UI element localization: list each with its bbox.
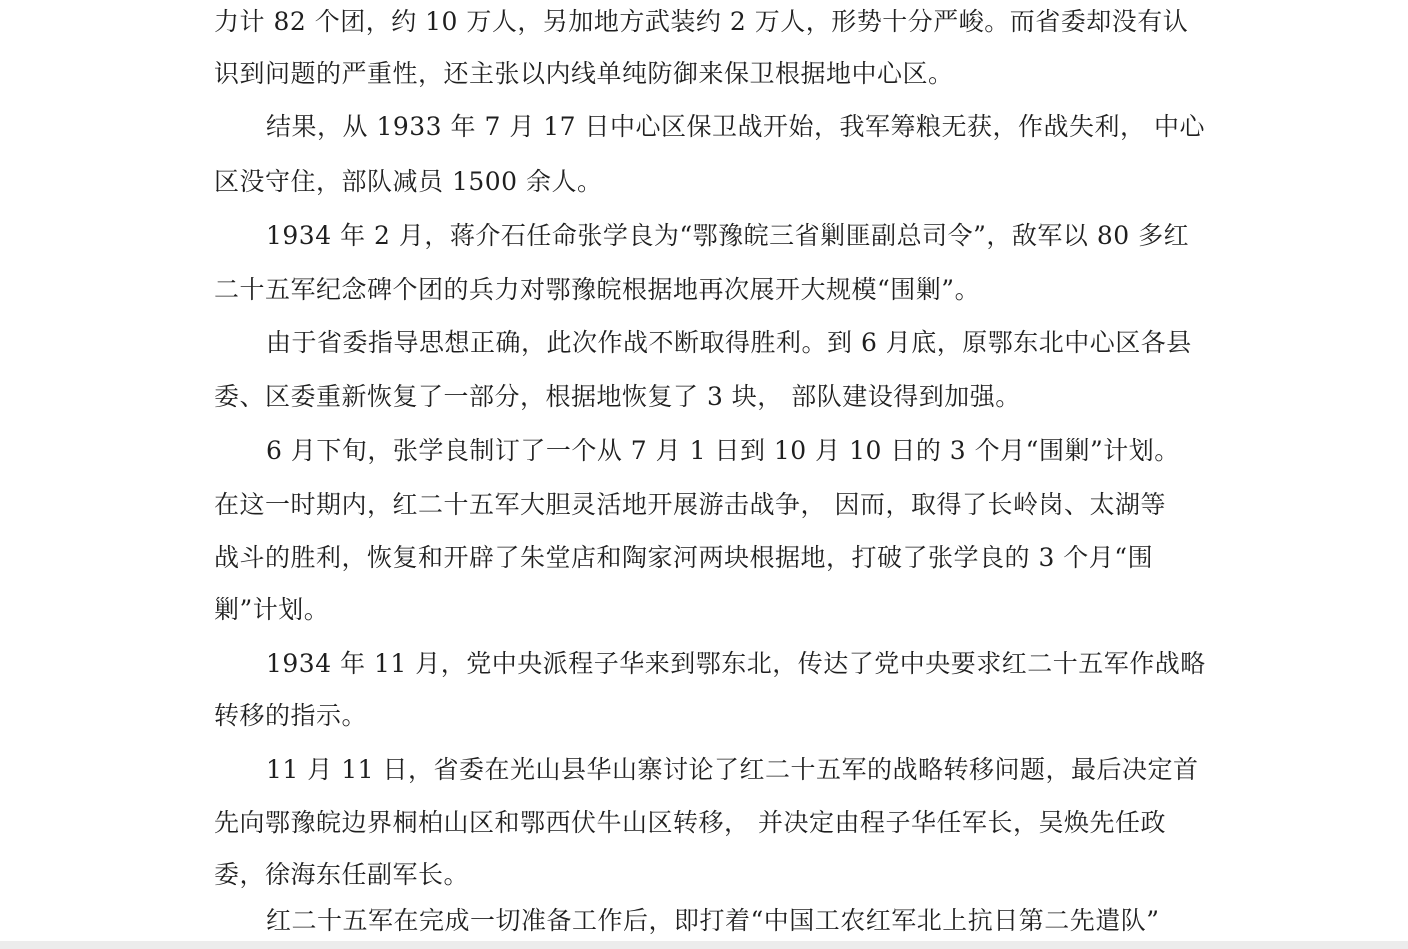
text-line: 委，徐海东任副军长。: [214, 860, 470, 889]
text-line: 6 月下旬，张学良制订了一个从 7 月 1 日到 10 月 10 日的 3 个月“围剿”计划。: [266, 436, 1180, 465]
text-line: 力计 82 个团，约 10 万人，另加地方武装约 2 万人，形势十分严峻。而省委却没有认: [214, 7, 1189, 36]
text-line: 识到问题的严重性，还主张以内线单纯防御来保卫根据地中心区。: [214, 59, 954, 88]
text-line: 转移的指示。: [214, 701, 368, 730]
text-line: 在这一时期内，红二十五军大胆灵活地开展游击战争， 因而，取得了长岭岗、太湖等: [214, 490, 1166, 519]
text-line: 11 月 11 日，省委在光山县华山寨讨论了红二十五军的战略转移问题，最后决定首: [266, 755, 1199, 784]
text-line: 剿”计划。: [214, 595, 330, 624]
text-line: 由于省委指导思想正确，此次作战不断取得胜利。到 6 月底，原鄂东北中心区各县: [266, 328, 1192, 357]
text-line: 区没守住，部队减员 1500 余人。: [214, 167, 603, 196]
text-line: 先向鄂豫皖边界桐柏山区和鄂西伏牛山区转移， 并决定由程子华任军长，吴焕先任政: [214, 808, 1166, 837]
text-line: 1934 年 11 月，党中央派程子华来到鄂东北，传达了党中央要求红二十五军作战略: [266, 649, 1206, 678]
text-line: 二十五军纪念碑个团的兵力对鄂豫皖根据地再次展开大规模“围剿”。: [214, 275, 981, 304]
page-bottom-edge: [0, 941, 1408, 949]
text-line: 战斗的胜利，恢复和开辟了朱堂店和陶家河两块根据地，打破了张学良的 3 个月“围: [214, 543, 1154, 572]
text-line: 红二十五军在完成一切准备工作后，即打着“中国工农红军北上抗日第二先遣队”: [266, 906, 1160, 935]
text-line: 结果，从 1933 年 7 月 17 日中心区保卫战开始，我军筹粮无获，作战失利， 中心: [266, 112, 1205, 141]
text-line: 委、区委重新恢复了一部分，根据地恢复了 3 块， 部队建设得到加强。: [214, 382, 1021, 411]
text-line: 1934 年 2 月，蒋介石任命张学良为“鄂豫皖三省剿匪副总司令”，敌军以 80 多红: [266, 221, 1190, 250]
